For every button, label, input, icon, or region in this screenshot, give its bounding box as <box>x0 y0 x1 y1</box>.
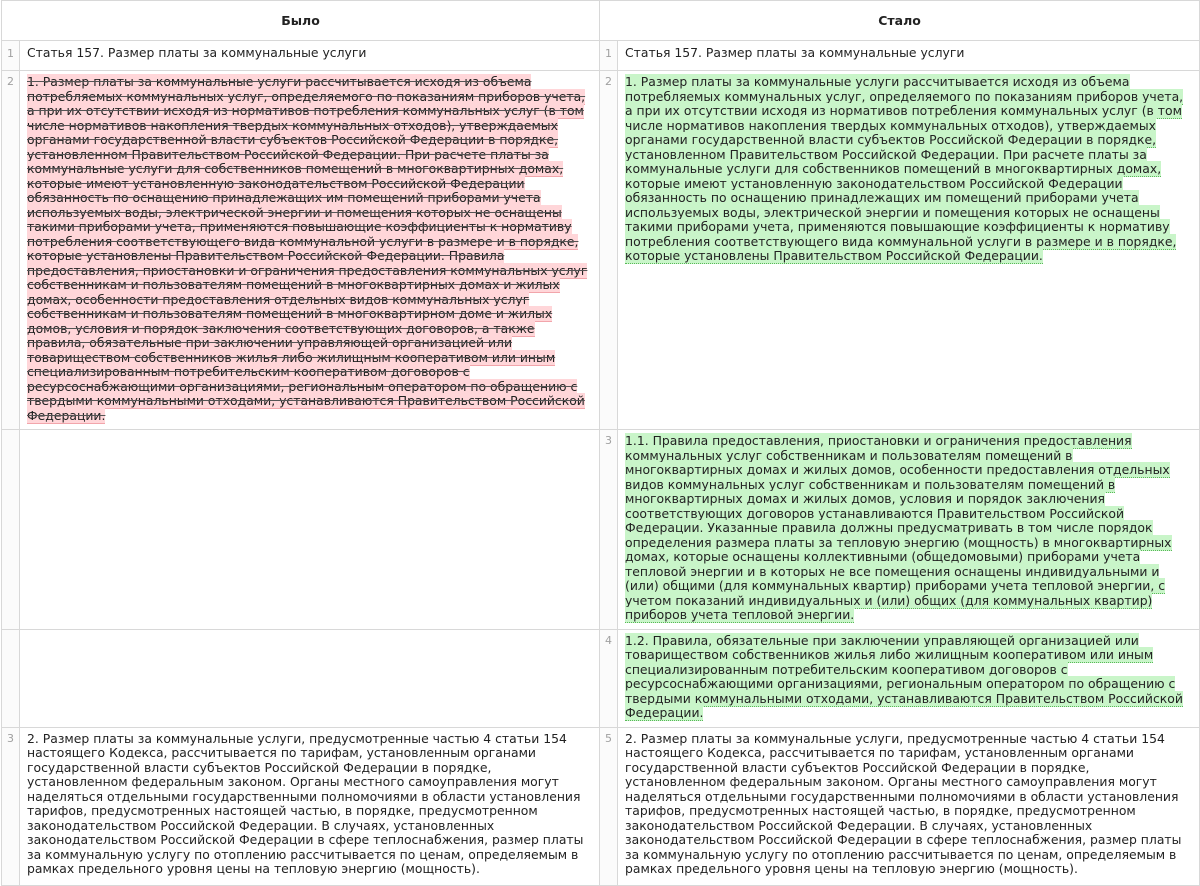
inserted-text: 1. Размер платы за коммунальные услуги рассчитывается исходя из объема потребляемых коммунальных услуг, определяемого по показаниям приборов учета, а при их отсутствии исходя из нормативов потребления коммунальных услуг (в том числе нормативов накопления твердых коммунальных отходов), утверждаемых органами государственной власти субъектов Российской Федерации в порядке, установленном Правительством Российской Федерации. При расчете платы за коммунальные услуги для собственников помещений в многоквартирных домах, которые имеют установленную законодательством Российской Федерации обязанность по оснащению принадлежащих им помещений приборами учета используемых воды, электрической энергии и помещения которых не оснащены такими приборами учета, применяются повышающие коэффициенты к нормативу потребления соответствующего вида коммунальной услуги в размере и в порядке, которые установлены Правительством Российской Федерации. <box>625 74 1184 263</box>
old-line-number: 1 <box>2 41 20 71</box>
new-line-number: 5 <box>600 727 618 885</box>
inserted-text: 1.1. Правила предоставления, приостановки и ограничения предоставления коммунальных услуг собственникам и пользователям помещений в многоквартирных домах и жилых домов, особенности предоставления отдельных видов коммунальных услуг собственникам и пользователям помещений в многоквартирных домах и жилых домов, условия и порядок заключения соответствующих договоров устанавливаются Правительством Российской Федерации. Указанные правила должны предусматривать в том числе порядок определения размера платы за тепловую энергию (мощность) в многоквартирных домах, которые оснащены коллективными (общедомовыми) приборами учета тепловой энергии и в которых не все помещения оснащены индивидуальными и (или) общими (для коммунальных квартир) приборами учета тепловой энергии, с учетом показаний индивидуальных и (или) общих (для коммунальных квартир) приборов учета тепловой энергии. <box>625 433 1172 622</box>
deleted-text: 1. Размер платы за коммунальные услуги рассчитывается исходя из объема потребляемых коммунальных услуг, определяемого по показаниям приборов учета, а при их отсутствии исходя из нормативов потребления коммунальных услуг (в том числе нормативов накопления твердых коммунальных отходов), утверждаемых органами государственной власти субъектов Российской Федерации в порядке, установленном Правительством Российской Федерации. При расчете платы за коммунальные услуги для собственников помещений в многоквартирных домах, которые имеют установленную законодательством Российской Федерации обязанность по оснащению принадлежащих им помещений приборами учета используемых воды, электрической энергии и помещения которых не оснащены такими приборами учета, применяются повышающие коэффициенты к нормативу потребления соответствующего вида коммунальной услуги в размере и в порядке, которые установлены Правительством Российской Федерации. Правила предоставления, приостановки и ограничения предоставления коммунальных услуг собственникам и пользователям помещений в многоквартирных домах и жилых домах, особенности предоставления отдельных видов коммунальных услуг собственникам и пользователям помещений в многоквартирном доме и жилых домов, условия и порядок заключения соответствующих договоров, а также правила, обязательные при заключении управляющей организацией или товариществом собственников жилья либо жилищным кооперативом или иным специализированным потребительским кооперативом договоров с ресурсоснабжающими организациями, региональным оператором по обращению с твердыми коммунальными отходами, устанавливаются Правительством Российской Федерации. <box>27 74 588 423</box>
new-text: 2. Размер платы за коммунальные услуги, предусмотренные частью 4 статьи 154 настоящего Кодекса, рассчитывается по тарифам, установленным органами государственной власти субъектов Российской Федерации в порядке, установленном федеральным законом. Органы местного самоуправления могут наделяться отдельными государственными полномочиями в области установления тарифов, предусмотренных настоящей частью, в порядке, предусмотренном законодательством Российской Федерации. В случаях, установленных законодательством Российской Федерации в сфере теплоснабжения, размер платы за коммунальную услугу по отоплению рассчитывается по ценам, определяемым в рамках предельного уровня цены на тепловую энергию (мощность). <box>625 730 1182 876</box>
new-line-text <box>618 727 1200 885</box>
new-version-header: Стало <box>600 1 1200 41</box>
old-line-text <box>20 727 600 885</box>
diff-row <box>2 430 1200 630</box>
diff-table <box>1 0 1200 886</box>
diff-row <box>2 71 1200 430</box>
old-line-text <box>20 430 600 630</box>
old-line-number: 2 <box>2 71 20 430</box>
diff-row <box>2 629 1200 727</box>
new-line-number: 3 <box>600 430 618 630</box>
new-line-number: 4 <box>600 629 618 727</box>
old-line-text <box>20 41 600 71</box>
new-line-text <box>618 629 1200 727</box>
new-text: Статья 157. Размер платы за коммунальные услуги <box>625 45 965 60</box>
old-line-text <box>20 629 600 727</box>
old-line-number: 3 <box>2 727 20 885</box>
new-line-number: 1 <box>600 41 618 71</box>
new-line-text <box>618 71 1200 430</box>
diff-row <box>2 41 1200 71</box>
old-line-text <box>20 71 600 430</box>
old-text: Статья 157. Размер платы за коммунальные услуги <box>27 45 367 60</box>
old-line-number <box>2 629 20 727</box>
diff-row <box>2 727 1200 885</box>
new-line-text <box>618 430 1200 630</box>
old-text: 2. Размер платы за коммунальные услуги, предусмотренные частью 4 статьи 154 настоящего Кодекса, рассчитывается по тарифам, установленным органами государственной власти субъектов Российской Федерации в порядке, установленном федеральным законом. Органы местного самоуправления могут наделяться отдельными государственными полномочиями в области установления тарифов, предусмотренных настоящей частью, в порядке, предусмотренном законодательством Российской Федерации. В случаях, установленных законодательством Российской Федерации в сфере теплоснабжения, размер платы за коммунальную услугу по отоплению рассчитывается по ценам, определяемым в рамках предельного уровня цены на тепловую энергию (мощность). <box>27 730 584 876</box>
new-line-text <box>618 41 1200 71</box>
inserted-text: 1.2. Правила, обязательные при заключении управляющей организацией или товариществом собственников жилья либо жилищным кооперативом или иным специализированным потребительским кооперативом договоров с ресурсоснабжающими организациями, региональным оператором по обращению с твердыми коммунальными отходами, устанавливаются Правительством Российской Федерации. <box>625 632 1183 720</box>
new-line-number: 2 <box>600 71 618 430</box>
old-version-header: Было <box>2 1 600 41</box>
old-line-number <box>2 430 20 630</box>
diff-header-row <box>2 1 1200 41</box>
